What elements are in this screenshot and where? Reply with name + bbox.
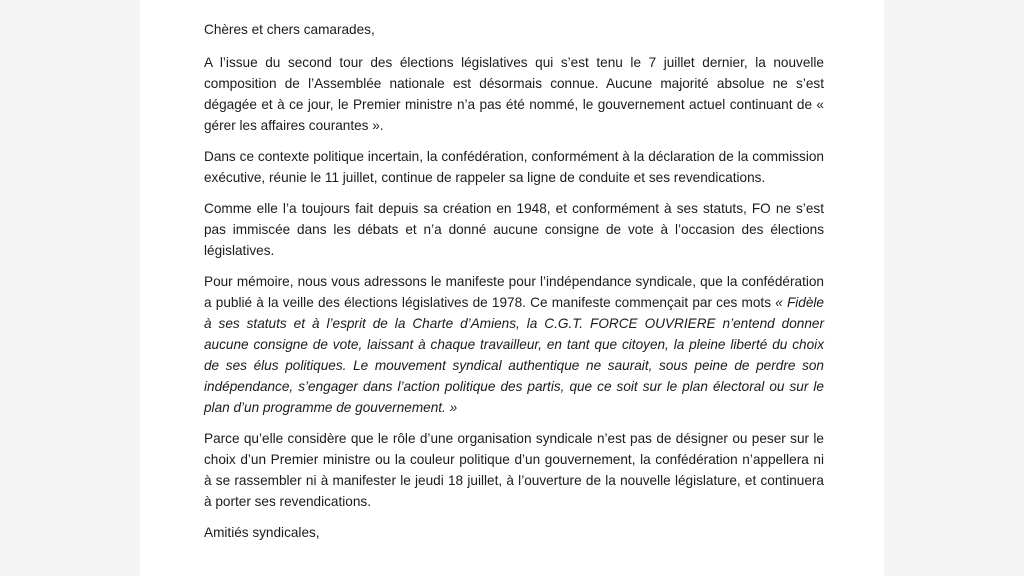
paragraph-no-mobilisation: Parce qu’elle considère que le rôle d’une organisation syndicale n’est pas de désigner ou peser sur le choix d’un Premier ministre ou la couleur politique d’un gouvernement, la confédération n’appellera ni à se rassembler ni à manifester le jeudi 18 juillet, à l’ouverture de la nouvelle législature, et continuera à porter ses revendications. (204, 431, 824, 509)
paragraph-political-context: Dans ce contexte politique incertain, la confédération, conformément à la déclaration de la commission exécutive, réunie le 11 juillet, continue de rappeler sa ligne de conduite et ses revendications. (204, 149, 824, 185)
letter-page (140, 0, 884, 576)
paragraph-manifesto (204, 271, 824, 418)
manifesto-intro: Pour mémoire, nous vous adressons le manifeste pour l’indépendance syndicale, que la confédération a publié à la veille des élections législatives de 1978. Ce manifeste commençait par ces mots (204, 274, 824, 310)
closing: Amitiés syndicales, (204, 525, 320, 540)
paragraph-election-results: A l’issue du second tour des élections législatives qui s’est tenu le 7 juillet dernier, la nouvelle composition de l’Assemblée nationale est désormais connue. Aucune majorité absolue ne s’est dégagée et à ce jour, le Premier ministre n’a pas été nommé, le gouvernement actuel continuant de « gérer les affaires courantes ». (204, 55, 824, 133)
paragraph-fo-neutrality: Comme elle l’a toujours fait depuis sa création en 1948, et conformément à ses statuts, FO ne s’est pas immiscée dans les débats et n’a donné aucune consigne de vote à l’occasion des élections législatives. (204, 201, 824, 258)
manifesto-quote: « Fidèle à ses statuts et à l’esprit de la Charte d’Amiens, la C.G.T. FORCE OUVRIERE n’entend donner aucune consigne de vote, laissant à chaque travailleur, en tant que citoyen, la pleine liberté du choix de ses élus politiques. Le mouvement syndical authentique ne saurait, sous peine de perdre son indépendance, s’engager dans l’action politique des partis, que ce soit sur le plan électoral ou sur le plan d’un programme de gouvernement. » (204, 295, 824, 415)
letter-body (204, 19, 824, 543)
salutation: Chères et chers camarades, (204, 22, 375, 37)
